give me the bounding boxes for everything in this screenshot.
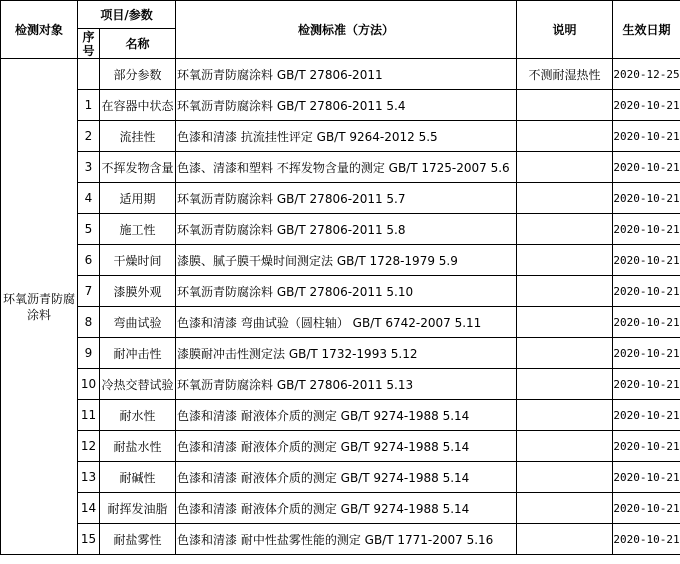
seq-cell: 7 [78,276,100,307]
standard-cell: 环氧沥青防腐涂料 GB/T 27806-2011 5.13 [176,369,517,400]
standard-cell: 色漆和清漆 耐液体介质的测定 GB/T 9274-1988 5.14 [176,462,517,493]
note-cell [517,183,613,214]
name-cell: 冷热交替试验 [100,369,176,400]
date-cell: 2020-10-21 [613,214,680,245]
name-cell: 部分参数 [100,59,176,90]
table-row [1,152,680,183]
date-cell: 2020-10-21 [613,90,680,121]
date-cell: 2020-10-21 [613,338,680,369]
header-seq-text: 序号 [82,29,95,58]
standard-cell: 环氧沥青防腐涂料 GB/T 27806-2011 5.7 [176,183,517,214]
seq-cell: 11 [78,400,100,431]
table-row [1,524,680,555]
standard-cell: 环氧沥青防腐涂料 GB/T 27806-2011 5.10 [176,276,517,307]
note-cell [517,493,613,524]
note-cell [517,90,613,121]
note-cell [517,152,613,183]
header-date: 生效日期 [613,1,680,59]
header-name: 名称 [100,29,176,59]
header-note: 说明 [517,1,613,59]
note-cell [517,369,613,400]
table-row [1,276,680,307]
note-cell [517,462,613,493]
date-cell: 2020-10-21 [613,369,680,400]
name-cell: 漆膜外观 [100,276,176,307]
note-cell [517,524,613,555]
date-cell: 2020-12-25 [613,59,680,90]
date-cell: 2020-10-21 [613,183,680,214]
object-cell: 环氧沥青防腐涂料 [1,59,78,555]
note-cell [517,214,613,245]
header-object: 检测对象 [1,1,78,59]
seq-cell: 9 [78,338,100,369]
standard-cell: 色漆和清漆 耐液体介质的测定 GB/T 9274-1988 5.14 [176,493,517,524]
seq-cell: 6 [78,245,100,276]
note-cell [517,338,613,369]
seq-cell: 8 [78,307,100,338]
standard-cell: 漆膜耐冲击性测定法 GB/T 1732-1993 5.12 [176,338,517,369]
standard-cell: 环氧沥青防腐涂料 GB/T 27806-2011 5.8 [176,214,517,245]
date-cell: 2020-10-21 [613,493,680,524]
seq-cell: 13 [78,462,100,493]
note-cell [517,307,613,338]
table-row [1,493,680,524]
name-cell: 不挥发物含量 [100,152,176,183]
standard-cell: 色漆和清漆 耐中性盐雾性能的测定 GB/T 1771-2007 5.16 [176,524,517,555]
date-cell: 2020-10-21 [613,121,680,152]
standard-cell: 色漆和清漆 弯曲试验（圆柱轴） GB/T 6742-2007 5.11 [176,307,517,338]
date-cell: 2020-10-21 [613,431,680,462]
table-row [1,245,680,276]
name-cell: 流挂性 [100,121,176,152]
note-cell [517,276,613,307]
table-row [1,183,680,214]
table-row [1,121,680,152]
name-cell: 耐水性 [100,400,176,431]
header-item-group: 项目/参数 [78,1,176,29]
seq-cell: 5 [78,214,100,245]
table-row [1,338,680,369]
seq-cell: 14 [78,493,100,524]
table-row [1,431,680,462]
seq-cell: 12 [78,431,100,462]
standard-cell: 色漆和清漆 耐液体介质的测定 GB/T 9274-1988 5.14 [176,431,517,462]
note-cell [517,400,613,431]
table-row [1,369,680,400]
table-row [1,307,680,338]
note-cell [517,121,613,152]
header-row-1 [1,1,680,29]
date-cell: 2020-10-21 [613,245,680,276]
name-cell: 在容器中状态 [100,90,176,121]
seq-cell: 2 [78,121,100,152]
standard-cell: 漆膜、腻子膜干燥时间测定法 GB/T 1728-1979 5.9 [176,245,517,276]
name-cell: 施工性 [100,214,176,245]
table-row [1,90,680,121]
standard-cell: 色漆和清漆 耐液体介质的测定 GB/T 9274-1988 5.14 [176,400,517,431]
name-cell: 弯曲试验 [100,307,176,338]
date-cell: 2020-10-21 [613,524,680,555]
name-cell: 适用期 [100,183,176,214]
standard-cell: 色漆、清漆和塑料 不挥发物含量的测定 GB/T 1725-2007 5.6 [176,152,517,183]
seq-cell: 4 [78,183,100,214]
name-cell: 耐挥发油脂 [100,493,176,524]
date-cell: 2020-10-21 [613,462,680,493]
name-cell: 干燥时间 [100,245,176,276]
seq-cell: 10 [78,369,100,400]
name-cell: 耐盐雾性 [100,524,176,555]
note-cell: 不测耐湿热性 [517,59,613,90]
header-seq [78,29,100,59]
date-cell: 2020-10-21 [613,307,680,338]
note-cell [517,245,613,276]
standard-cell: 环氧沥青防腐涂料 GB/T 27806-2011 [176,59,517,90]
seq-cell: 15 [78,524,100,555]
table-row [1,214,680,245]
name-cell: 耐碱性 [100,462,176,493]
header-standard: 检测标准（方法） [176,1,517,59]
table-body [1,59,680,555]
standard-cell: 环氧沥青防腐涂料 GB/T 27806-2011 5.4 [176,90,517,121]
date-cell: 2020-10-21 [613,152,680,183]
date-cell: 2020-10-21 [613,276,680,307]
table-row [1,400,680,431]
table-row [1,59,680,90]
name-cell: 耐冲击性 [100,338,176,369]
note-cell [517,431,613,462]
standard-cell: 色漆和清漆 抗流挂性评定 GB/T 9264-2012 5.5 [176,121,517,152]
seq-cell: 3 [78,152,100,183]
name-cell: 耐盐水性 [100,431,176,462]
table-row [1,462,680,493]
date-cell: 2020-10-21 [613,400,680,431]
seq-cell [78,59,100,90]
seq-cell: 1 [78,90,100,121]
